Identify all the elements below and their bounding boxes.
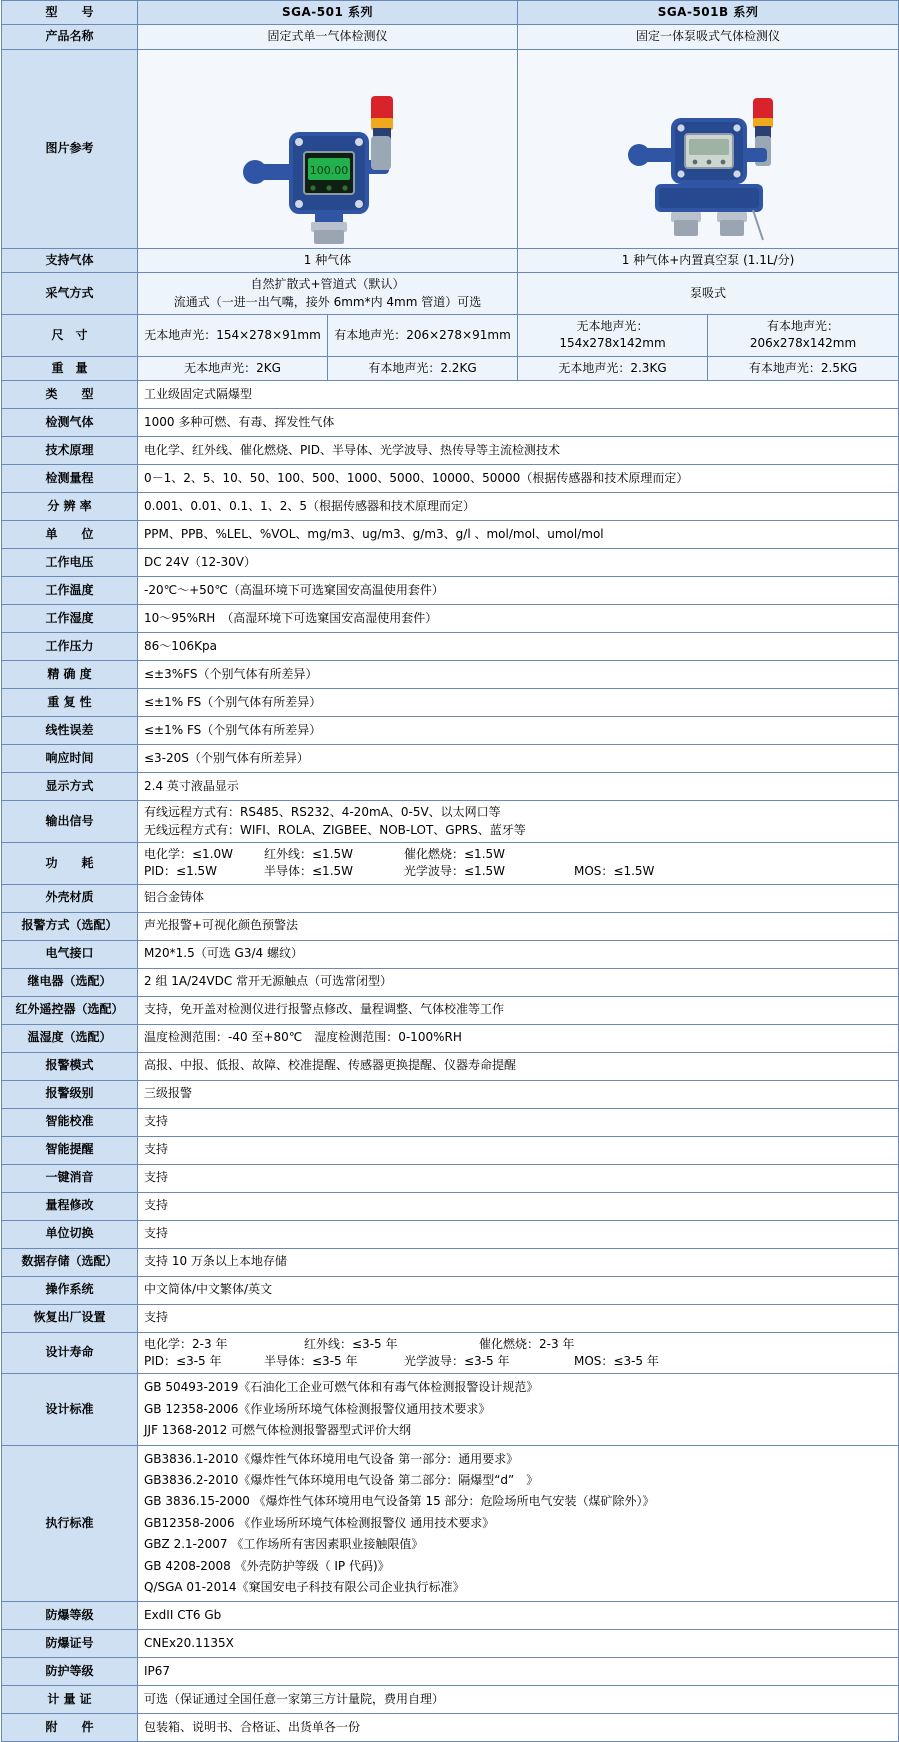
table-row-repeatability bbox=[2, 689, 899, 717]
row-value-range-modify: 支持 bbox=[138, 1192, 899, 1220]
row-label-os: 操作系统 bbox=[2, 1276, 138, 1304]
table-row-accuracy bbox=[2, 661, 899, 689]
row-label-temp-humidity-opt: 温湿度（选配） bbox=[2, 1024, 138, 1052]
output-line1: 有线远程方式有：RS485、RS232、4-20mA、0-5V、以太网口等 bbox=[144, 805, 501, 820]
row-label-repeatability: 重 复 性 bbox=[2, 689, 138, 717]
design-std-line-2: GB 12358-2006《作业场所环境气体检测报警仪通用技术要求》 bbox=[144, 1401, 491, 1416]
table-row-meter-cert bbox=[2, 1686, 899, 1714]
row-label-range-modify: 量程修改 bbox=[2, 1192, 138, 1220]
row-label-work-pressure: 工作压力 bbox=[2, 633, 138, 661]
table-row-exec-std bbox=[2, 1445, 899, 1602]
table-row-work-humidity bbox=[2, 605, 899, 633]
row-value-response: ≤3-20S（个别气体有所差异） bbox=[138, 745, 899, 773]
output-line2: 无线远程方式有：WIFI、ROLA、ZIGBEE、NOB-LOT、GPRS、蓝牙等 bbox=[144, 822, 526, 837]
life-catalytic: 催化燃烧：2-3 年 bbox=[479, 1336, 575, 1351]
row-label-range: 检测量程 bbox=[2, 465, 138, 493]
gas-detector-illustration-b bbox=[583, 60, 833, 245]
table-row-linearity bbox=[2, 717, 899, 745]
row-label-design-std: 设计标准 bbox=[2, 1374, 138, 1445]
weight-b2: 有本地声光：2.5KG bbox=[708, 356, 899, 380]
row-label-resolution: 分 辨 率 bbox=[2, 493, 138, 521]
row-label-accessories: 附 件 bbox=[2, 1714, 138, 1742]
table-row-support-gas bbox=[2, 248, 899, 272]
table-row-alarm-mode-opt bbox=[2, 912, 899, 940]
sampling-a-line2: 流通式（一进一出气嘴，接外 6mm*内 4mm 管道）可选 bbox=[173, 294, 482, 309]
weight-a2: 有本地声光：2.2KG bbox=[328, 356, 518, 380]
row-label-size: 尺 寸 bbox=[2, 314, 138, 356]
exec-std-line-2: GB3836.2-2010《爆炸性气体环境用电气设备 第二部分：隔爆型“d” 》 bbox=[144, 1473, 539, 1488]
power-blank bbox=[574, 846, 694, 863]
row-label-storage-opt: 数据存储（选配） bbox=[2, 1248, 138, 1276]
row-value-display: 2.4 英寸液晶显示 bbox=[138, 773, 899, 801]
table-row-accessories bbox=[2, 1714, 899, 1742]
row-value-factory-reset: 支持 bbox=[138, 1304, 899, 1332]
table-row-size bbox=[2, 314, 899, 356]
table-row-header bbox=[2, 1, 899, 25]
table-row-display bbox=[2, 773, 899, 801]
row-label-factory-reset: 恢复出厂设置 bbox=[2, 1304, 138, 1332]
row-label-linearity: 线性误差 bbox=[2, 717, 138, 745]
row-label-electrical: 电气接口 bbox=[2, 940, 138, 968]
row-label-detect-gas: 检测气体 bbox=[2, 409, 138, 437]
row-value-work-pressure: 86～106Kpa bbox=[138, 633, 899, 661]
row-label-remote: 红外遥控器（选配） bbox=[2, 996, 138, 1024]
row-value-os: 中文简体/中文繁体/英文 bbox=[138, 1276, 899, 1304]
size-b1: 无本地声光：154x278x142mm bbox=[518, 314, 708, 356]
product-image-b bbox=[518, 49, 899, 248]
exec-std-line-7: Q/SGA 01-2014《窠国安电子科技有限公司企业执行标准》 bbox=[144, 1579, 465, 1594]
row-value-alarm-level: 三级报警 bbox=[138, 1080, 899, 1108]
table-row-shell bbox=[2, 884, 899, 912]
power-electrochemical: 电化学：≤1.0W bbox=[144, 846, 234, 861]
row-value-unit-switch: 支持 bbox=[138, 1220, 899, 1248]
table-row-product-name bbox=[2, 25, 899, 49]
header-model-a: SGA-501 系列 bbox=[138, 1, 518, 25]
row-value-design-std bbox=[138, 1374, 899, 1445]
row-value-type: 工业级固定式隔爆型 bbox=[138, 381, 899, 409]
row-label-type: 类 型 bbox=[2, 381, 138, 409]
support-gas-b: 1 种气体+内置真空泵 (1.1L/分) bbox=[518, 248, 899, 272]
table-row-smart-remind bbox=[2, 1136, 899, 1164]
table-row-electrical bbox=[2, 940, 899, 968]
table-row-mute bbox=[2, 1164, 899, 1192]
life-mos: MOS：≤3-5 年 bbox=[574, 1354, 659, 1369]
row-value-ex-cert: CNEx20.1135X bbox=[138, 1630, 899, 1658]
row-label-meter-cert: 计 量 证 bbox=[2, 1686, 138, 1714]
table-row-design-std bbox=[2, 1374, 899, 1445]
row-value-accuracy: ≤±3%FS（个别气体有所差异） bbox=[138, 661, 899, 689]
table-row-range bbox=[2, 465, 899, 493]
table-row-output bbox=[2, 801, 899, 843]
size-b2: 有本地声光：206x278x142mm bbox=[708, 314, 899, 356]
table-row-alarm-mode bbox=[2, 1052, 899, 1080]
life-semiconductor: 半导体：≤3-5 年 bbox=[264, 1354, 358, 1369]
table-row-power bbox=[2, 842, 899, 884]
table-row-unit-switch bbox=[2, 1220, 899, 1248]
table-row-temp-humidity-opt bbox=[2, 1024, 899, 1052]
table-row-life bbox=[2, 1332, 899, 1374]
row-label-ex-cert: 防爆证号 bbox=[2, 1630, 138, 1658]
table-row-work-temp bbox=[2, 577, 899, 605]
table-row-response bbox=[2, 745, 899, 773]
row-value-accessories: 包装箱、说明书、合格证、出货单各一份 bbox=[138, 1714, 899, 1742]
life-row-2 bbox=[144, 1353, 892, 1370]
table-row-voltage bbox=[2, 549, 899, 577]
row-value-remote: 支持，免开盖对检测仪进行报警点修改、量程调整、气体校准等工作 bbox=[138, 996, 899, 1024]
table-row-unit bbox=[2, 521, 899, 549]
life-infrared: 红外线：≤3-5 年 bbox=[304, 1336, 398, 1351]
row-label-ex-grade: 防爆等级 bbox=[2, 1602, 138, 1630]
exec-std-line-5: GBZ 2.1-2007 《工作场所有害因素职业接触限值》 bbox=[144, 1537, 424, 1552]
row-label-exec-std: 执行标准 bbox=[2, 1445, 138, 1602]
table-row-detect-gas bbox=[2, 409, 899, 437]
row-label-picture: 图片参考 bbox=[2, 49, 138, 248]
row-label-ip-grade: 防护等级 bbox=[2, 1658, 138, 1686]
row-value-temp-humidity-opt: 温度检测范围：-40 至+80℃ 湿度检测范围：0-100%RH bbox=[138, 1024, 899, 1052]
row-label-alarm-mode: 报警模式 bbox=[2, 1052, 138, 1080]
table-row-alarm-level bbox=[2, 1080, 899, 1108]
table-row-os bbox=[2, 1276, 899, 1304]
sampling-b: 泵吸式 bbox=[518, 273, 899, 315]
row-value-output bbox=[138, 801, 899, 843]
row-value-electrical: M20*1.5（可选 G3/4 螺纹） bbox=[138, 940, 899, 968]
power-optical: 光学波导：≤1.5W bbox=[404, 864, 506, 879]
row-label-response: 响应时间 bbox=[2, 745, 138, 773]
table-row-type bbox=[2, 381, 899, 409]
exec-std-line-6: GB 4208-2008 《外壳防护等级（ IP 代码)》 bbox=[144, 1558, 390, 1573]
row-label-weight: 重 量 bbox=[2, 356, 138, 380]
row-value-exec-std bbox=[138, 1445, 899, 1602]
power-row-1 bbox=[144, 846, 892, 863]
row-value-storage-opt: 支持 10 万条以上本地存储 bbox=[138, 1248, 899, 1276]
row-label-smart-remind: 智能提醒 bbox=[2, 1136, 138, 1164]
weight-a1: 无本地声光：2KG bbox=[138, 356, 328, 380]
row-label-voltage: 工作电压 bbox=[2, 549, 138, 577]
specification-table bbox=[1, 0, 899, 1742]
row-label-principle: 技术原理 bbox=[2, 437, 138, 465]
row-label-work-humidity: 工作湿度 bbox=[2, 605, 138, 633]
row-value-repeatability: ≤±1% FS（个别气体有所差异） bbox=[138, 689, 899, 717]
table-row-work-pressure bbox=[2, 633, 899, 661]
row-label-work-temp: 工作温度 bbox=[2, 577, 138, 605]
row-value-shell: 铝合金铸体 bbox=[138, 884, 899, 912]
row-value-ip-grade: IP67 bbox=[138, 1658, 899, 1686]
row-value-range: 0－1、2、5、10、50、100、500、1000、5000、10000、50000（根据传感器和技术原理而定） bbox=[138, 465, 899, 493]
header-model-label: 型 号 bbox=[2, 1, 138, 25]
row-label-display: 显示方式 bbox=[2, 773, 138, 801]
table-row-ex-cert bbox=[2, 1630, 899, 1658]
row-label-support-gas: 支持气体 bbox=[2, 248, 138, 272]
row-value-work-humidity: 10～95%RH （高湿环境下可选窠国安高湿使用套件） bbox=[138, 605, 899, 633]
sampling-a-line1: 自然扩散式+管道式（默认） bbox=[250, 277, 405, 292]
row-value-work-temp: -20℃～+50℃（高温环境下可选窠国安高温使用套件） bbox=[138, 577, 899, 605]
power-semiconductor: 半导体：≤1.5W bbox=[264, 864, 354, 879]
product-image-a bbox=[138, 49, 518, 248]
table-row-storage-opt bbox=[2, 1248, 899, 1276]
header-model-b: SGA-501B 系列 bbox=[518, 1, 899, 25]
row-value-alarm-mode: 高报、中报、低报、故障、校准提醒、传感器更换提醒、仪器寿命提醒 bbox=[138, 1052, 899, 1080]
row-value-detect-gas: 1000 多种可燃、有毒、挥发性气体 bbox=[138, 409, 899, 437]
row-label-relay: 继电器（选配） bbox=[2, 968, 138, 996]
row-value-principle: 电化学、红外线、催化燃烧、PID、半导体、光学波导、热传导等主流检测技术 bbox=[138, 437, 899, 465]
row-value-unit: PPM、PPB、%LEL、%VOL、mg/m3、ug/m3、g/m3、g/l 、mol/mol、umol/mol bbox=[138, 521, 899, 549]
table-row-remote bbox=[2, 996, 899, 1024]
support-gas-a: 1 种气体 bbox=[138, 248, 518, 272]
row-value-voltage: DC 24V（12-30V） bbox=[138, 549, 899, 577]
row-label-accuracy: 精 确 度 bbox=[2, 661, 138, 689]
row-value-alarm-mode-opt: 声光报警+可视化颜色预警法 bbox=[138, 912, 899, 940]
row-label-mute: 一键消音 bbox=[2, 1164, 138, 1192]
svg-text:100.00: 100.00 bbox=[309, 163, 348, 177]
table-row-relay bbox=[2, 968, 899, 996]
power-row-2 bbox=[144, 863, 892, 880]
gas-detector-illustration-a bbox=[203, 60, 453, 245]
table-row-sampling bbox=[2, 273, 899, 315]
row-value-linearity: ≤±1% FS（个别气体有所差异） bbox=[138, 717, 899, 745]
row-value-smart-remind: 支持 bbox=[138, 1136, 899, 1164]
row-label-unit-switch: 单位切换 bbox=[2, 1220, 138, 1248]
row-label-sampling: 采气方式 bbox=[2, 273, 138, 315]
table-row-smart-cal bbox=[2, 1108, 899, 1136]
table-row-picture bbox=[2, 49, 899, 248]
row-label-life: 设计寿命 bbox=[2, 1332, 138, 1374]
table-row-ex-grade bbox=[2, 1602, 899, 1630]
design-std-line-3: JJF 1368-2012 可燃气体检测报警器型式评价大纲 bbox=[144, 1423, 412, 1438]
exec-std-line-1: GB3836.1-2010《爆炸性气体环境用电气设备 第一部分：通用要求》 bbox=[144, 1451, 519, 1466]
table-row-range-modify bbox=[2, 1192, 899, 1220]
row-label-smart-cal: 智能校准 bbox=[2, 1108, 138, 1136]
size-a2: 有本地声光：206×278×91mm bbox=[328, 314, 518, 356]
power-mos: MOS：≤1.5W bbox=[574, 864, 655, 879]
row-label-unit: 单 位 bbox=[2, 521, 138, 549]
row-label-power: 功 耗 bbox=[2, 842, 138, 884]
table-row-factory-reset bbox=[2, 1304, 899, 1332]
sampling-a bbox=[138, 273, 518, 315]
life-row-1 bbox=[144, 1336, 892, 1353]
power-catalytic: 催化燃烧：≤1.5W bbox=[404, 846, 506, 861]
power-pid: PID：≤1.5W bbox=[144, 864, 218, 879]
design-std-line-1: GB 50493-2019《石油化工企业可燃气体和有毒气体检测报警设计规范》 bbox=[144, 1380, 539, 1395]
life-optical: 光学波导：≤3-5 年 bbox=[404, 1354, 510, 1369]
life-electrochemical: 电化学：2-3 年 bbox=[144, 1336, 228, 1351]
row-label-product-name: 产品名称 bbox=[2, 25, 138, 49]
row-label-alarm-mode-opt: 报警方式（选配） bbox=[2, 912, 138, 940]
row-value-smart-cal: 支持 bbox=[138, 1108, 899, 1136]
row-value-ex-grade: ExdII CT6 Gb bbox=[138, 1602, 899, 1630]
weight-b1: 无本地声光：2.3KG bbox=[518, 356, 708, 380]
row-label-alarm-level: 报警级别 bbox=[2, 1080, 138, 1108]
row-value-life bbox=[138, 1332, 899, 1374]
row-value-relay: 2 组 1A/24VDC 常开无源触点（可选常闭型） bbox=[138, 968, 899, 996]
row-value-power bbox=[138, 842, 899, 884]
exec-std-line-4: GB12358-2006 《作业场所环境气体检测报警仪 通用技术要求》 bbox=[144, 1515, 495, 1530]
table-row-resolution bbox=[2, 493, 899, 521]
table-row-principle bbox=[2, 437, 899, 465]
life-pid: PID：≤3-5 年 bbox=[144, 1354, 222, 1369]
row-label-shell: 外壳材质 bbox=[2, 884, 138, 912]
product-name-a: 固定式单一气体检测仪 bbox=[138, 25, 518, 49]
power-infrared: 红外线：≤1.5W bbox=[264, 846, 354, 861]
product-name-b: 固定一体泵吸式气体检测仪 bbox=[518, 25, 899, 49]
table-row-ip-grade bbox=[2, 1658, 899, 1686]
row-value-resolution: 0.001、0.01、0.1、1、2、5（根据传感器和技术原理而定） bbox=[138, 493, 899, 521]
table-row-weight bbox=[2, 356, 899, 380]
row-label-output: 输出信号 bbox=[2, 801, 138, 843]
row-value-mute: 支持 bbox=[138, 1164, 899, 1192]
exec-std-line-3: GB 3836.15-2000 《爆炸性气体环境用电气设备第 15 部分：危险场所电气安装（煤矿除外）》 bbox=[144, 1494, 655, 1509]
size-a1: 无本地声光：154×278×91mm bbox=[138, 314, 328, 356]
row-value-meter-cert: 可选（保证通过全国任意一家第三方计量院，费用自理） bbox=[138, 1686, 899, 1714]
